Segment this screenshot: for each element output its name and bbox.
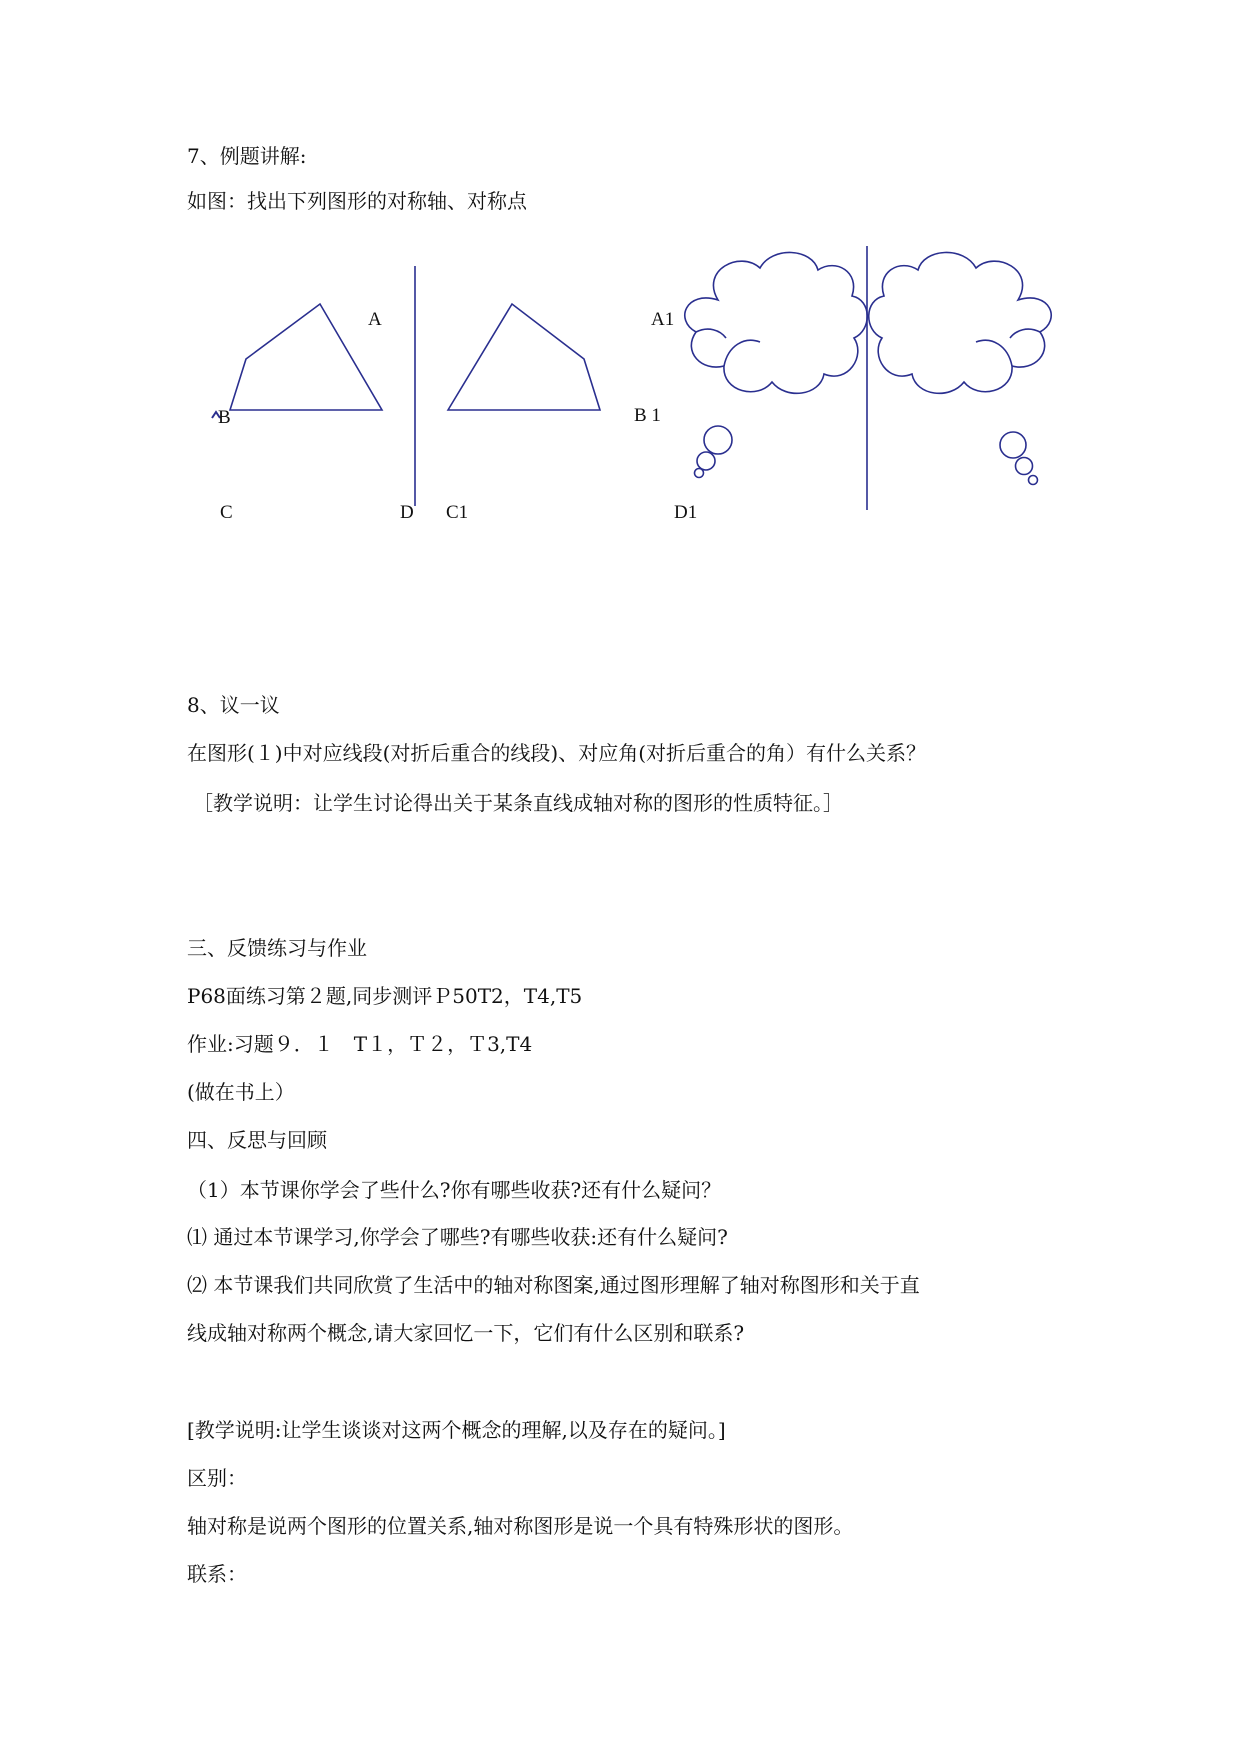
label-b1: B 1 bbox=[634, 405, 661, 426]
label-c: C bbox=[220, 502, 233, 523]
quadrilateral-right bbox=[448, 304, 600, 410]
discuss-heading: 8、议一议 bbox=[187, 693, 280, 717]
discuss-note: ［教学说明：让学生讨论得出关于某条直线成轴对称的图形的性质特征。］ bbox=[193, 791, 843, 815]
label-a1: A1 bbox=[651, 309, 675, 330]
label-d: D bbox=[400, 502, 414, 523]
cloud-right bbox=[869, 252, 1051, 484]
practice-heading: 三、反馈练习与作业 bbox=[187, 936, 367, 960]
difference-heading: 区别： bbox=[187, 1466, 247, 1490]
discuss-question: 在图形(１)中对应线段(对折后重合的线段)、对应角(对折后重合的角）有什么关系？ bbox=[187, 741, 927, 765]
reflect-q1b: ⑴ 通过本节课学习,你学会了哪些?有哪些收获:还有什么疑问? bbox=[187, 1225, 728, 1249]
reflect-q2b: 线成轴对称两个概念,请大家回忆一下，它们有什么区别和联系? bbox=[187, 1321, 745, 1345]
reflect-note: [教学说明:让学生谈谈对这两个概念的理解,以及存在的疑问。] bbox=[187, 1418, 726, 1442]
example-prompt: 如图：找出下列图形的对称轴、对称点 bbox=[187, 189, 527, 213]
practice-line-2: 作业:习题９．１ T１，Ｔ２，Ｔ3,T4 bbox=[187, 1032, 533, 1056]
reflect-heading: 四、反思与回顾 bbox=[187, 1128, 327, 1152]
symmetry-figure bbox=[0, 240, 1241, 520]
practice-line-1: P68面练习第２题,同步测评Ｐ50T2，T4,T5 bbox=[187, 984, 583, 1008]
label-d1: D1 bbox=[674, 502, 698, 523]
label-c1: C1 bbox=[446, 502, 469, 523]
cloud-left bbox=[685, 252, 867, 477]
label-b: B bbox=[218, 407, 231, 428]
example-heading: 7、例题讲解: bbox=[187, 144, 307, 168]
quadrilateral-left bbox=[230, 304, 382, 410]
label-a: A bbox=[368, 309, 382, 330]
difference-text: 轴对称是说两个图形的位置关系,轴对称图形是说一个具有特殊形状的图形。 bbox=[187, 1514, 854, 1538]
relation-heading: 联系： bbox=[187, 1562, 247, 1586]
practice-line-3: (做在书上） bbox=[187, 1080, 295, 1104]
reflect-q1: （1）本节课你学会了些什么?你有哪些收获?还有什么疑问？ bbox=[187, 1178, 722, 1202]
reflect-q2a: ⑵ 本节课我们共同欣赏了生活中的轴对称图案,通过图形理解了轴对称图形和关于直 bbox=[187, 1273, 920, 1297]
